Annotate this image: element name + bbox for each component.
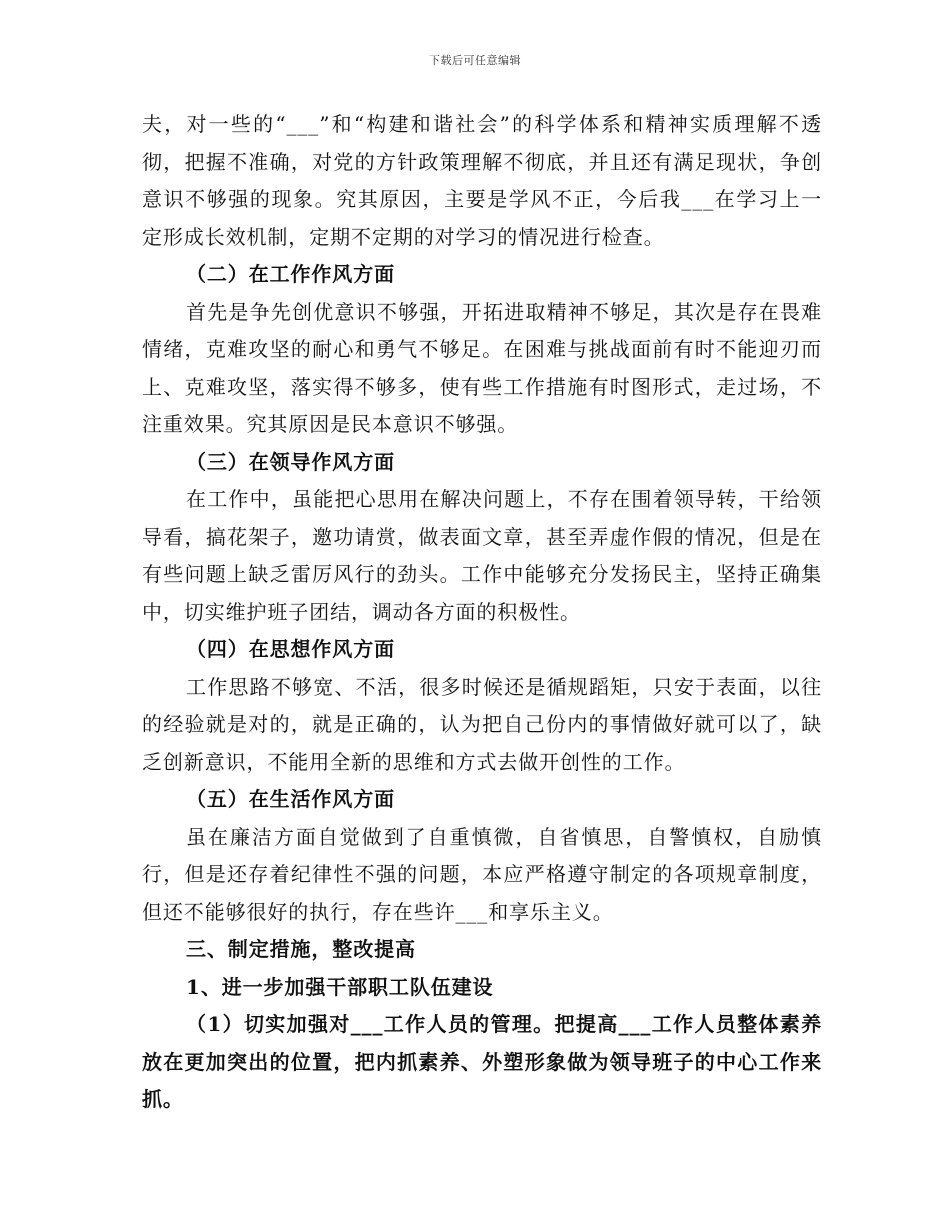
paragraph-thinking-style: 工作思路不够宽、不活，很多时候还是循规蹈矩，只安于表面，以往的经验就是对的，就是正确的，认为把自己份内的事情做好就可以了，缺乏创新意识，不能用全新的思维和方式去做开创性的工作。 <box>142 674 822 774</box>
paragraph-leadership-style: 在工作中，虽能把心思用在解决问题上，不存在围着领导转，干给领导看，搞花架子，邀功请赏，做表面文章，甚至弄虚作假的情况，但是在有些问题上缺乏雷厉风行的劲头。工作中能够充分发扬民主，坚持正确集中，切实维护班子团结，调动各方面的积极性。 <box>142 487 822 624</box>
heading-work-style: （二）在工作作风方面 <box>186 262 395 286</box>
heading-team-building: 1、进一步加强干部职工队伍建设 <box>186 974 494 999</box>
paragraph-life-style: 虽在廉洁方面自觉做到了自重慎微，自省慎思，自警慎权，自励慎行，但是还存着纪律性不强的问题，本应严格遵守制定的各项规章制度，但还不能够很好的执行，存在些许___和享乐主义。 <box>142 824 822 924</box>
heading-life-style: （五）在生活作风方面 <box>186 787 395 811</box>
page-header: 下载后可任意编辑 <box>429 54 521 67</box>
heading-leadership-style: （三）在领导作风方面 <box>186 449 395 474</box>
heading-measures: 三、制定措施，整改提高 <box>186 937 416 961</box>
paragraph-work-style: 首先是争先创优意识不够强，开拓进取精神不够足，其次是存在畏难情绪，克难攻坚的耐心和勇气不够足。在困难与挑战面前有时不能迎刃而上、克难攻坚，落实得不够多，使有些工作措施有时图形式，走过场，不注重效果。究其原因是民本意识不够强。 <box>142 299 822 436</box>
paragraph-staff-management: （1）切实加强对___工作人员的管理。把提高___工作人员整体素养放在更加突出的位置，把内抓素养、外塑形象做为领导班子的中心工作来抓。 <box>142 1012 822 1111</box>
document-body <box>142 106 822 1119</box>
heading-thinking-style: （四）在思想作风方面 <box>186 637 395 661</box>
paragraph-study: 夫，对一些的“___”和“构建和谐社会”的科学体系和精神实质理解不透彻，把握不准确，对党的方针政策理解不彻底，并且还有满足现状，争创意识不够强的现象。究其原因，主要是学风不正，今后我___在学习上一定形成长效机制，定期不定期的对学习的情况进行检查。 <box>142 112 822 249</box>
